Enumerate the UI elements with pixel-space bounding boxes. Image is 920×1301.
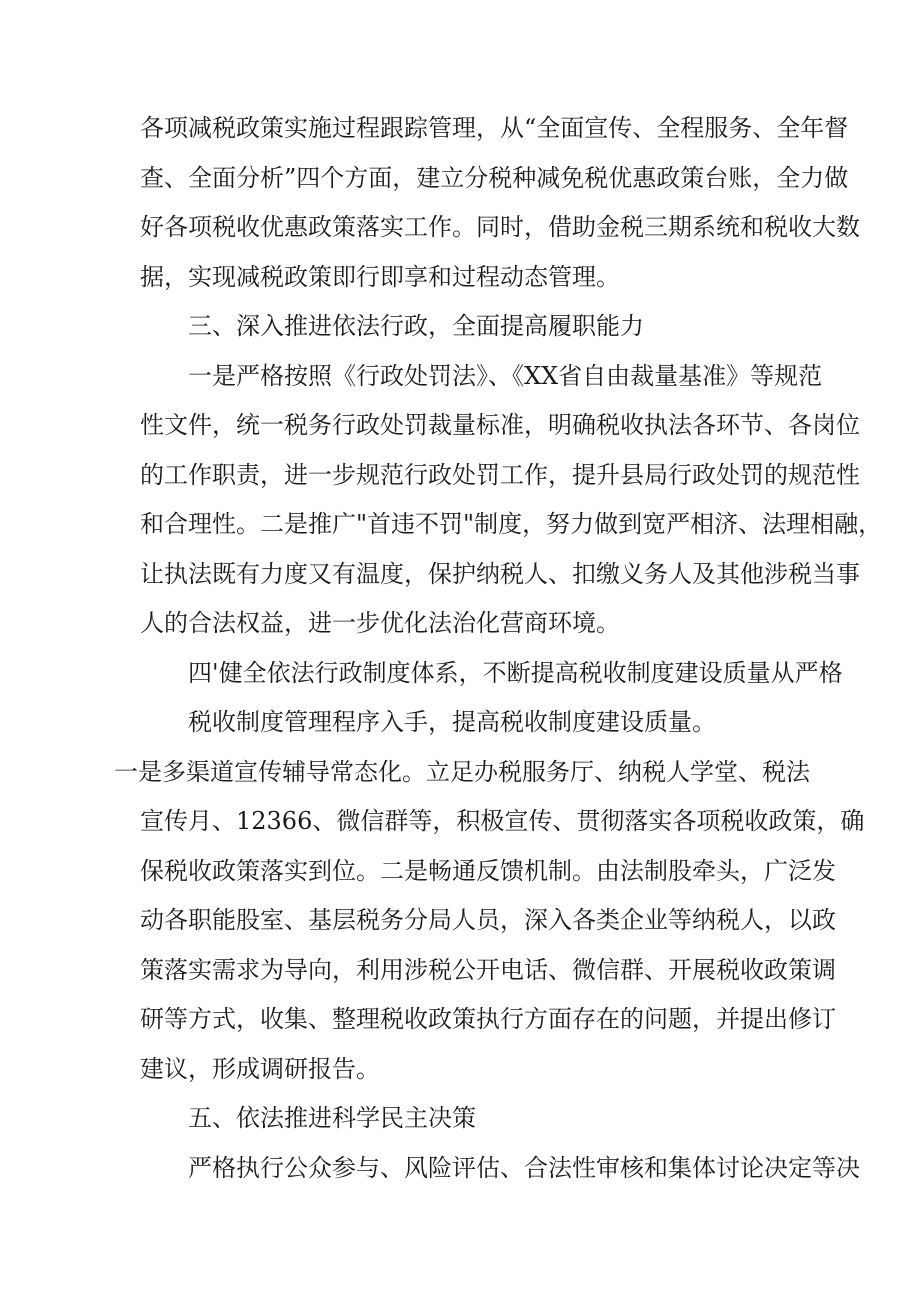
paragraph-line: 性文件，统一税务行政处罚裁量标准，明确税收执法各环节、各岗位 <box>140 411 860 439</box>
section-heading-4-continued: 税收制度管理程序入手，提高税收制度建设质量。 <box>188 708 716 736</box>
paragraph-line: 一是严格按照《行政处罚法》、《XX省自由裁量基准》等规范 <box>188 362 823 390</box>
paragraph-line: 保税收政策落实到位。二是畅通反馈机制。由法制股牵头，广泛发 <box>140 857 836 885</box>
paragraph-line: 一是多渠道宣传辅导常态化。立足办税服务厅、纳税人学堂、税法 <box>114 758 810 786</box>
section-heading-5: 五、依法推进科学民主决策 <box>188 1104 476 1132</box>
paragraph-line: 的工作职责，进一步规范行政处罚工作，提升县局行政处罚的规范性 <box>140 461 860 489</box>
paragraph-line: 查、全面分析”四个方面，建立分税种减免税优惠政策台账，全力做 <box>140 164 849 192</box>
paragraph-line: 好各项税收优惠政策落实工作。同时，借助金税三期系统和税收大数 <box>140 213 860 241</box>
paragraph-line: 各项减税政策实施过程跟踪管理，从“全面宣传、全程服务、全年督 <box>140 114 849 142</box>
paragraph-line: 让执法既有力度又有温度，保护纳税人、扣缴义务人及其他涉税当事 <box>140 560 860 588</box>
paragraph-line: 宣传月、12366、微信群等，积极宣传、贯彻落实各项税收政策，确 <box>140 807 865 835</box>
paragraph-line: 人的合法权益，进一步优化法治化营商环境。 <box>140 609 620 637</box>
section-heading-4: 四'健全依法行政制度体系，不断提高税收制度建设质量从严格 <box>188 659 843 687</box>
paragraph-line: 动各职能股室、基层税务分局人员，深入各类企业等纳税人，以政 <box>140 906 836 934</box>
paragraph-line: 严格执行公众参与、风险评估、合法性审核和集体讨论决定等决 <box>188 1154 860 1182</box>
paragraph-line: 策落实需求为导向，利用涉税公开电话、微信群、开展税收政策调 <box>140 956 836 984</box>
paragraph-line: 据，实现减税政策即行即享和过程动态管理。 <box>140 263 620 291</box>
paragraph-line: 和合理性。二是推广"首违不罚"制度，努力做到宽严相济、法理相融， <box>140 510 883 538</box>
section-heading-3: 三、深入推进依法行政，全面提高履职能力 <box>188 312 644 340</box>
paragraph-line: 研等方式，收集、整理税收政策执行方面存在的问题，并提出修订 <box>140 1005 836 1033</box>
paragraph-line: 建议，形成调研报告。 <box>140 1055 380 1083</box>
